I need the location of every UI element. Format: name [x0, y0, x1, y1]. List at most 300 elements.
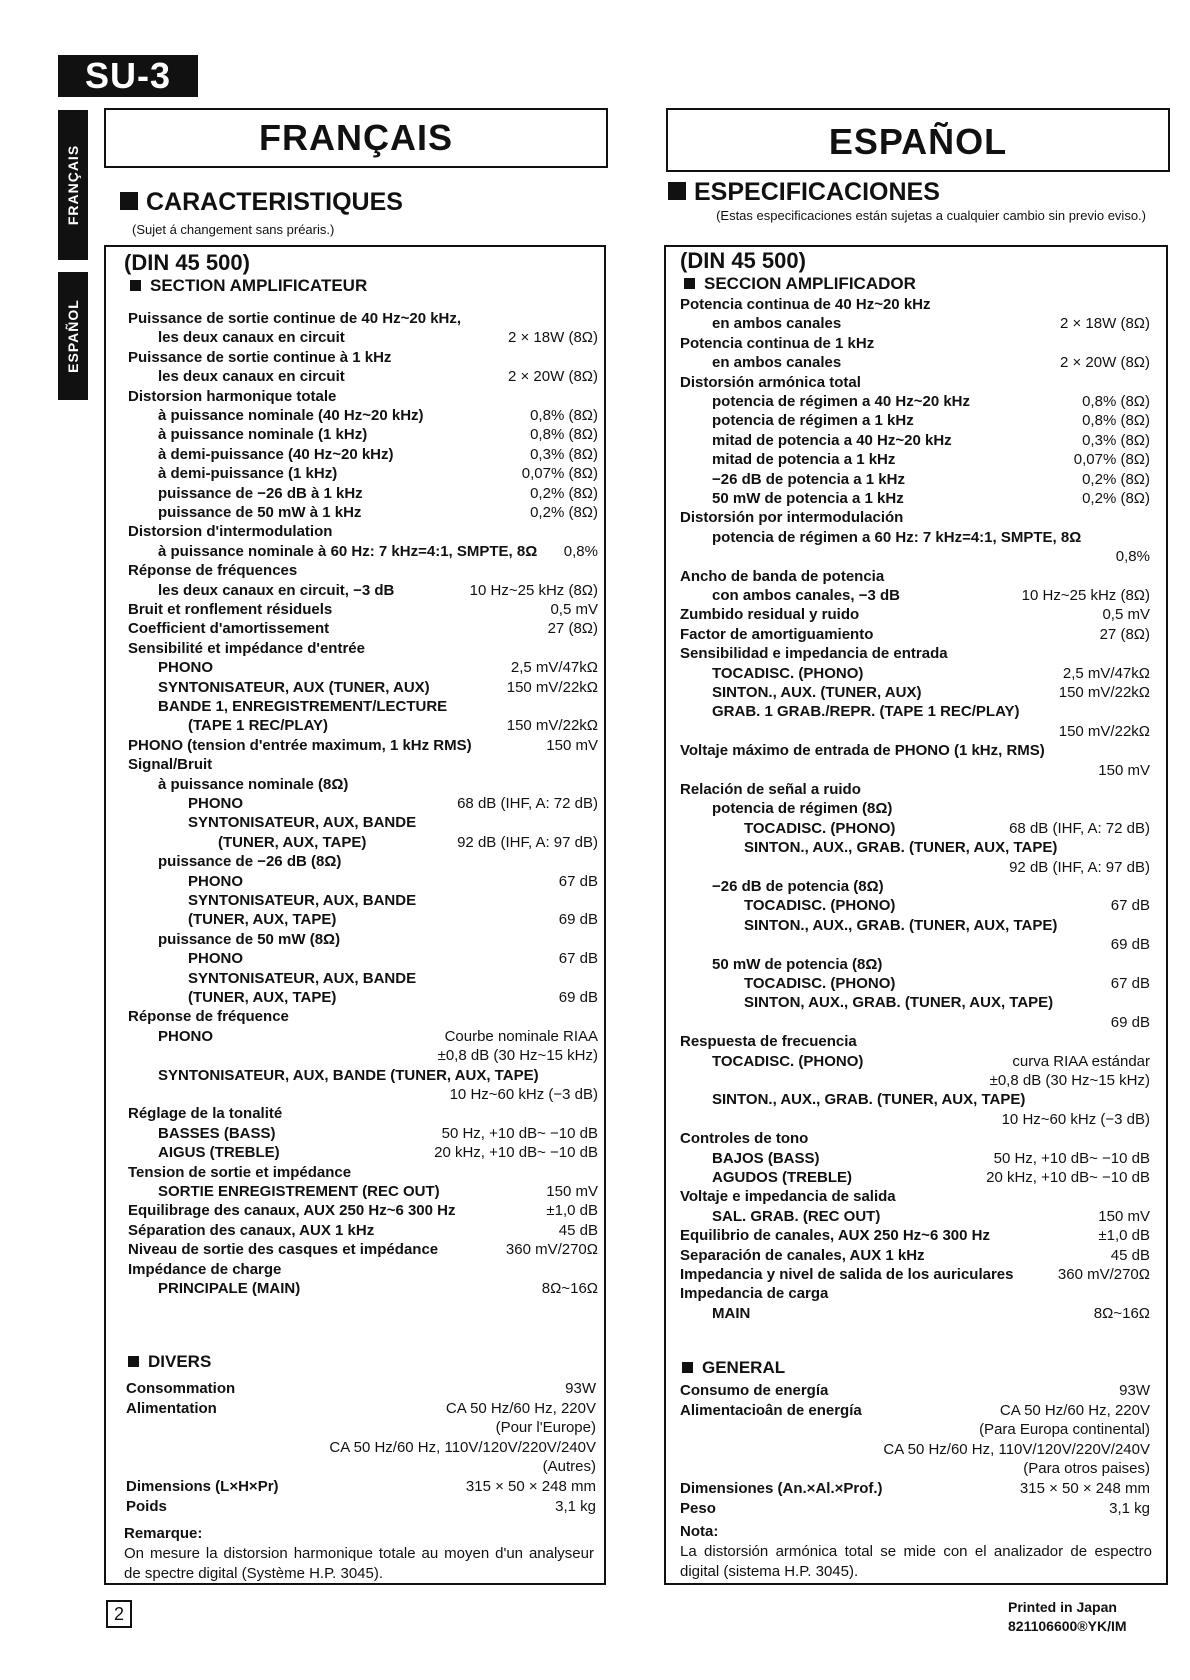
spec-label: SINTON., AUX. (TUNER, AUX) [712, 684, 922, 701]
french-heading-text: CARACTERISTIQUES [146, 188, 403, 216]
spec-value: 315 × 50 × 248 mm [465, 1478, 596, 1495]
spec-label: PHONO [158, 1027, 214, 1045]
spec-label: potencia de régimen (8Ω) [712, 800, 893, 818]
french-din: (DIN 45 500) [124, 250, 250, 275]
spec-label: Potencia continua de 40 Hz~20 kHz [680, 296, 931, 313]
spec-label: TOCADISC. (PHONO) [712, 1052, 864, 1070]
spec-value: 27 (8Ω) [547, 620, 598, 638]
spec-value: (Autres) [542, 1458, 596, 1476]
spec-value: 10 Hz~25 kHz (8Ω) [469, 581, 598, 599]
spec-value: (Para Europa continental) [979, 1421, 1150, 1439]
spec-label: SINTON., AUX., GRAB. (TUNER, AUX, TAPE) [744, 916, 1058, 934]
spec-value: 0,8% [1115, 548, 1150, 566]
spec-label: à puissance nominale (40 Hz~20 kHz) [158, 407, 424, 424]
spec-row [128, 388, 598, 406]
spec-row [128, 1261, 598, 1279]
spec-value: 0,07% (8Ω) [521, 465, 598, 483]
spec-value: 92 dB (IHF, A: 97 dB) [457, 833, 598, 851]
spec-value: 67 dB [1110, 975, 1150, 992]
spec-label: Distorsion harmonique totale [128, 387, 337, 405]
spec-row [128, 1144, 598, 1162]
spec-label: Puissance de sortie continue de 40 Hz~20 kHz, [128, 310, 462, 327]
spec-value: ±1,0 dB [1098, 1227, 1150, 1245]
spec-label: Voltaje máximo de entrada de PHONO (1 kHz, RMS) [680, 742, 1045, 760]
spec-label: Zumbido residual y ruido [680, 606, 860, 624]
spec-label: TOCADISC. (PHONO) [744, 897, 896, 915]
spec-value: 8Ω~16Ω [541, 1280, 598, 1297]
spec-label: Equilibrio de canales, AUX 250 Hz~6 300 Hz [680, 1227, 990, 1245]
spec-row [680, 374, 1150, 392]
spec-value: 0,3% (8Ω) [1082, 431, 1150, 449]
french-heading [120, 188, 403, 217]
spec-row [680, 606, 1150, 624]
spec-row [128, 853, 598, 871]
spec-label: Séparation des canaux, AUX 1 kHz [128, 1221, 375, 1239]
spec-row [680, 897, 1150, 915]
spec-label: puissance de 50 mW (8Ω) [158, 930, 341, 948]
spec-label: Niveau de sortie des casques et impédance [128, 1241, 439, 1259]
spec-label: PHONO (tension d'entrée maximum, 1 kHz RMS) [128, 736, 472, 754]
spec-label: Distorsión por intermodulación [680, 509, 904, 527]
spec-value: 45 dB [1110, 1246, 1150, 1264]
spec-row [128, 329, 598, 347]
footer-line-1: Printed in Japan [1008, 1599, 1117, 1615]
french-title: FRANÇAIS [104, 108, 608, 168]
spec-label: potencia de régimen a 1 kHz [712, 412, 914, 430]
spec-label: à puissance nominale à 60 Hz: 7 kHz=4:1, SMPTE, 8Ω [158, 542, 538, 560]
spec-row [126, 1400, 596, 1418]
spec-value: 0,8% (8Ω) [1082, 412, 1150, 430]
french-section-amp [130, 276, 367, 296]
spec-row [680, 1014, 1150, 1032]
spec-label: Distorsion d'intermodulation [128, 523, 333, 541]
spec-row [680, 917, 1150, 935]
model-badge: SU-3 [58, 55, 198, 97]
spec-label: Relación de señal a ruido [680, 781, 861, 798]
spec-label: SINTON, AUX., GRAB. (TUNER, AUX, TAPE) [744, 994, 1054, 1012]
french-remark-title: Remarque: [124, 1525, 203, 1542]
spec-label: Equilibrage des canaux, AUX 250 Hz~6 300 Hz [128, 1202, 456, 1220]
spec-label: TOCADISC. (PHONO) [744, 975, 896, 992]
spec-label: Voltaje e impedancia de salida [680, 1188, 896, 1206]
spec-value: 67 dB [558, 950, 598, 968]
spec-row [680, 1053, 1150, 1071]
spec-value: 150 mV [546, 736, 598, 754]
spec-row [128, 1222, 598, 1240]
spec-value: 69 dB [1110, 1013, 1150, 1031]
spec-row [128, 756, 598, 774]
spec-label: Controles de tono [680, 1130, 809, 1148]
spec-row [680, 781, 1150, 799]
spec-row [680, 800, 1150, 818]
spec-row [680, 1150, 1150, 1168]
spec-row [680, 587, 1150, 605]
spec-value: 10 Hz~60 kHz (−3 dB) [449, 1086, 598, 1103]
spec-label: Réponse de fréquences [128, 562, 298, 580]
spec-row [128, 698, 598, 716]
spec-value: 27 (8Ω) [1099, 625, 1150, 643]
spec-row [128, 970, 598, 988]
spec-row [128, 1183, 598, 1201]
spec-label: Bruit et ronflement résiduels [128, 601, 333, 618]
spec-label: TOCADISC. (PHONO) [712, 664, 864, 682]
spanish-section-general-label: GENERAL [702, 1358, 786, 1377]
spec-label: SYNTONISATEUR, AUX, BANDE (TUNER, AUX, TAPE) [158, 1066, 539, 1084]
spec-value: 3,1 kg [555, 1497, 596, 1515]
spec-label: Consommation [126, 1380, 236, 1397]
spec-value: 2 × 18W (8Ω) [1060, 315, 1150, 333]
spec-value: 315 × 50 × 248 mm [1019, 1480, 1150, 1497]
spec-value: curva RIAA estándar [1012, 1052, 1150, 1070]
spec-label: PHONO [188, 950, 244, 968]
spanish-note: (Estas especificaciones están sujetas a cualquier cambio sin previo eviso.) [716, 208, 1146, 223]
spec-row [680, 1169, 1150, 1187]
spec-row [680, 1266, 1150, 1284]
spec-label: Puissance de sortie continue à 1 kHz [128, 348, 392, 366]
square-bullet-icon [682, 1362, 693, 1373]
spanish-heading-text: ESPECIFICACIONES [694, 178, 940, 206]
spec-row [128, 446, 598, 464]
spec-row [680, 1072, 1150, 1090]
footer-line-2: 821106600®YK/IM [1008, 1618, 1127, 1634]
spec-value: 50 Hz, +10 dB~ −10 dB [441, 1124, 598, 1142]
spec-row [680, 1247, 1150, 1265]
spec-label: −26 dB de potencia a 1 kHz [712, 470, 905, 488]
spec-value: CA 50 Hz/60 Hz, 220V [445, 1399, 596, 1417]
spec-row [680, 354, 1150, 372]
french-section-divers-label: DIVERS [148, 1352, 212, 1371]
spec-value: 0,8% [563, 542, 598, 560]
spec-value: 150 mV [1098, 1207, 1150, 1225]
square-bullet-icon [668, 182, 686, 200]
spec-value: 20 kHz, +10 dB~ −10 dB [434, 1144, 598, 1162]
spec-row [680, 878, 1150, 896]
french-remark-text: On mesure la distorsion harmonique totale au moyen d'un analyseur de spectre digital (Système H.P. 3045). [124, 1545, 594, 1582]
spec-row [680, 665, 1150, 683]
spec-label: SAL. GRAB. (REC OUT) [712, 1207, 881, 1225]
spec-label: Dimensiones (An.×Al.×Prof.) [680, 1480, 883, 1497]
spec-row [128, 950, 598, 968]
square-bullet-icon [130, 280, 141, 291]
spec-value: 0,8% (8Ω) [530, 407, 598, 424]
spec-row [128, 679, 598, 697]
spec-label: PHONO [188, 872, 244, 890]
spec-label: AGUDOS (TREBLE) [712, 1169, 852, 1186]
spec-row [128, 814, 598, 832]
spec-label: puissance de 50 mW à 1 kHz [158, 504, 362, 521]
spec-row [680, 723, 1150, 741]
spec-value: 150 mV/22kΩ [506, 717, 598, 735]
spec-value: 150 mV [546, 1183, 598, 1200]
spec-label: à puissance nominale (1 kHz) [158, 426, 368, 444]
spec-row [126, 1458, 596, 1476]
spec-value: (Pour l'Europe) [495, 1419, 596, 1437]
square-bullet-icon [128, 1356, 139, 1367]
spec-row [128, 873, 598, 891]
spec-label: SINTON., AUX., GRAB. (TUNER, AUX, TAPE) [712, 1091, 1026, 1109]
spec-label: mitad de potencia a 40 Hz~20 kHz [712, 431, 952, 449]
spec-value: 0,8% (8Ω) [1082, 393, 1150, 410]
spec-row [126, 1498, 596, 1516]
spec-label: Consumo de energía [680, 1382, 829, 1399]
spec-label: AIGUS (TREBLE) [158, 1144, 280, 1162]
spec-label: SYNTONISATEUR, AUX, BANDE [188, 969, 417, 987]
spec-value: 150 mV [1098, 761, 1150, 779]
spec-label: mitad de potencia a 1 kHz [712, 451, 896, 469]
spec-label: Dimensions (L×H×Pr) [126, 1478, 279, 1495]
spec-row [680, 548, 1150, 566]
spec-row [128, 1047, 598, 1065]
spec-value: 68 dB (IHF, A: 72 dB) [1009, 819, 1150, 837]
spec-label: SINTON., AUX., GRAB. (TUNER, AUX, TAPE) [744, 839, 1058, 857]
spec-value: 20 kHz, +10 dB~ −10 dB [986, 1169, 1150, 1186]
spec-value: 69 dB [558, 911, 598, 929]
spec-row [680, 1441, 1150, 1459]
spec-row [680, 412, 1150, 430]
spec-label: à puissance nominale (8Ω) [158, 775, 349, 793]
spec-row [680, 684, 1150, 702]
spec-value: 0,8% (8Ω) [530, 426, 598, 444]
spec-row [680, 1227, 1150, 1245]
spec-label: con ambos canales, −3 dB [712, 587, 900, 604]
spec-row [680, 626, 1150, 644]
spanish-title: ESPAÑOL [666, 108, 1170, 172]
square-bullet-icon [684, 278, 695, 289]
spec-value: 150 mV/22kΩ [506, 678, 598, 696]
side-tab-espanol [58, 272, 88, 400]
spec-row [680, 1460, 1150, 1478]
spec-row [680, 1500, 1150, 1518]
spec-label: Impédance de charge [128, 1260, 282, 1278]
spec-label: les deux canaux en circuit [158, 329, 345, 347]
spec-row [128, 931, 598, 949]
spec-label: 50 mW de potencia (8Ω) [712, 955, 883, 973]
spec-row [680, 471, 1150, 489]
spec-label: à demi-puissance (1 kHz) [158, 465, 338, 483]
spec-value: 0,5 mV [550, 601, 598, 618]
spec-row [128, 562, 598, 580]
square-bullet-icon [120, 192, 138, 210]
spec-value: 0,2% (8Ω) [530, 484, 598, 502]
spec-value: 0,5 mV [1102, 606, 1150, 624]
spec-row [128, 640, 598, 658]
spec-row [128, 349, 598, 367]
spec-row [680, 1111, 1150, 1129]
french-section-divers [128, 1352, 211, 1372]
spec-value: 3,1 kg [1109, 1499, 1150, 1517]
spec-label: Sensibilidad e impedancia de entrada [680, 645, 948, 663]
spanish-remark-text: La distorsión armónica total se mide con el analizador de espectro digital (sistema H.P. 3045). [680, 1543, 1152, 1580]
spec-row [128, 426, 598, 444]
spec-row [680, 762, 1150, 780]
spec-label: (TUNER, AUX, TAPE) [188, 989, 337, 1006]
spec-label: Signal/Bruit [128, 756, 213, 774]
spec-label: SORTIE ENREGISTREMENT (REC OUT) [158, 1183, 440, 1200]
spec-row [680, 568, 1150, 586]
spec-label: SYNTONISATEUR, AUX, BANDE [188, 814, 417, 832]
spec-label: Sensibilité et impédance d'entrée [128, 639, 365, 657]
spec-row [680, 1208, 1150, 1226]
spec-label: (TUNER, AUX, TAPE) [188, 911, 337, 929]
spec-label: Factor de amortiguamiento [680, 625, 874, 643]
spec-value: 50 Hz, +10 dB~ −10 dB [993, 1149, 1150, 1167]
spec-row [680, 839, 1150, 857]
spec-row [128, 504, 598, 522]
spec-row [126, 1478, 596, 1496]
spec-value: CA 50 Hz/60 Hz, 110V/120V/220V/240V [883, 1440, 1150, 1458]
spec-label: Impedancia y nivel de salida de los auriculares [680, 1266, 1014, 1283]
spec-value: 93W [1119, 1382, 1150, 1399]
spec-row [680, 393, 1150, 411]
spec-row [128, 543, 598, 561]
spec-row [680, 820, 1150, 838]
spec-row [128, 737, 598, 755]
spec-row [680, 1033, 1150, 1051]
spanish-heading [668, 178, 940, 207]
spec-label: les deux canaux en circuit, −3 dB [158, 581, 395, 599]
spec-value: 2,5 mV/47kΩ [510, 659, 598, 677]
spec-row [680, 742, 1150, 760]
spec-label: Alimentacioân de energía [680, 1401, 862, 1419]
spec-value: ±1,0 dB [546, 1202, 598, 1220]
spec-label: Impedancia de carga [680, 1285, 829, 1303]
spec-row [128, 834, 598, 852]
side-tab-label: FRANÇAIS [65, 144, 81, 226]
spec-row [126, 1439, 596, 1457]
spec-row [680, 936, 1150, 954]
spec-row [680, 509, 1150, 527]
spec-label: puissance de −26 dB à 1 kHz [158, 484, 363, 502]
spec-row [128, 1125, 598, 1143]
spec-value: CA 50 Hz/60 Hz, 220V [999, 1401, 1150, 1419]
spec-row [126, 1419, 596, 1437]
spec-row [680, 335, 1150, 353]
spec-label: Réponse de fréquence [128, 1008, 289, 1026]
spec-label: potencia de régimen a 40 Hz~20 kHz [712, 393, 971, 410]
spec-row [680, 645, 1150, 663]
spec-label: Distorsión armónica total [680, 373, 861, 391]
spec-row [680, 1480, 1150, 1498]
spec-row [680, 859, 1150, 877]
spec-label: les deux canaux en circuit [158, 368, 345, 386]
spec-value: Courbe nominale RIAA [444, 1027, 598, 1045]
french-note: (Sujet á changement sans préaris.) [132, 222, 335, 237]
spec-row [128, 1028, 598, 1046]
spec-label: Potencia continua de 1 kHz [680, 334, 875, 352]
spec-value: 0,2% (8Ω) [1082, 470, 1150, 488]
spec-row [128, 310, 598, 328]
side-tab-label: ESPAÑOL [65, 299, 81, 373]
footer-print-info [1008, 1598, 1127, 1636]
spec-row [680, 1285, 1150, 1303]
spec-value: (Para otros paises) [1023, 1460, 1150, 1478]
spec-label: Poids [126, 1497, 167, 1515]
spec-row [128, 892, 598, 910]
spec-label: PHONO [158, 659, 214, 677]
spec-label: en ambos canales [712, 315, 842, 333]
french-remark [124, 1524, 594, 1584]
spec-label: PRINCIPALE (MAIN) [158, 1280, 301, 1297]
spec-value: 0,3% (8Ω) [530, 445, 598, 463]
spec-label: (TUNER, AUX, TAPE) [218, 833, 367, 851]
spec-row [128, 911, 598, 929]
spec-label: SYNTONISATEUR, AUX (TUNER, AUX) [158, 678, 430, 696]
spanish-din: (DIN 45 500) [680, 248, 806, 273]
spec-label: BANDE 1, ENREGISTREMENT/LECTURE [158, 698, 448, 715]
spec-label: en ambos canales [712, 354, 842, 372]
spec-row [128, 1008, 598, 1026]
spec-label: BAJOS (BASS) [712, 1149, 820, 1167]
spec-label: à demi-puissance (40 Hz~20 kHz) [158, 445, 394, 463]
spec-row [680, 1091, 1150, 1109]
spec-label: BASSES (BASS) [158, 1124, 276, 1142]
spec-value: 2 × 20W (8Ω) [508, 368, 598, 386]
spec-row [128, 485, 598, 503]
spec-label: Réglage de la tonalité [128, 1105, 283, 1123]
spec-label: GRAB. 1 GRAB./REPR. (TAPE 1 REC/PLAY) [712, 703, 1020, 721]
spec-value: 0,07% (8Ω) [1073, 451, 1150, 469]
spec-row [128, 1280, 598, 1298]
spec-value: 69 dB [1110, 936, 1150, 954]
spec-row [680, 432, 1150, 450]
spec-row [128, 1164, 598, 1182]
spec-row [128, 601, 598, 619]
spec-label: potencia de régimen a 60 Hz: 7 kHz=4:1, SMPTE, 8Ω [712, 528, 1082, 546]
spec-value: 10 Hz~25 kHz (8Ω) [1021, 587, 1150, 604]
page-number: 2 [106, 1600, 132, 1628]
spec-value: 45 dB [558, 1221, 598, 1239]
spec-label: PHONO [188, 795, 244, 812]
spec-label: Coefficient d'amortissement [128, 620, 330, 638]
spec-value: 0,2% (8Ω) [530, 504, 598, 521]
spec-value: 150 mV/22kΩ [1058, 684, 1150, 701]
spec-value: 10 Hz~60 kHz (−3 dB) [1001, 1110, 1150, 1128]
spec-row [128, 582, 598, 600]
spec-value: 0,2% (8Ω) [1082, 490, 1150, 507]
spanish-section-amp-label: SECCION AMPLIFICADOR [704, 274, 916, 293]
spec-row [128, 795, 598, 813]
spec-label: Respuesta de frecuencia [680, 1033, 857, 1051]
spec-row [680, 1188, 1150, 1206]
spec-value: 2 × 20W (8Ω) [1060, 354, 1150, 372]
spec-row [680, 1305, 1150, 1323]
spec-value: 92 dB (IHF, A: 97 dB) [1009, 858, 1150, 876]
spec-row [128, 465, 598, 483]
spec-row [680, 490, 1150, 508]
spec-row [128, 368, 598, 386]
spec-value: 360 mV/270Ω [505, 1241, 598, 1259]
spanish-section-general [682, 1358, 785, 1378]
spanish-remark [680, 1522, 1152, 1582]
spec-row [680, 451, 1150, 469]
spec-row [680, 703, 1150, 721]
spec-row [128, 1067, 598, 1085]
spec-row [680, 956, 1150, 974]
spec-label: TOCADISC. (PHONO) [744, 819, 896, 837]
french-section-amp-label: SECTION AMPLIFICATEUR [150, 276, 368, 295]
spec-value: ±0,8 dB (30 Hz~15 kHz) [989, 1072, 1150, 1089]
spec-row [128, 989, 598, 1007]
spec-row [680, 315, 1150, 333]
spec-value: CA 50 Hz/60 Hz, 110V/120V/220V/240V [329, 1438, 596, 1456]
spanish-section-amp [684, 274, 916, 294]
spec-value: 150 mV/22kΩ [1058, 722, 1150, 740]
spec-value: ±0,8 dB (30 Hz~15 kHz) [437, 1047, 598, 1065]
spec-value: 69 dB [558, 989, 598, 1006]
spec-value: 67 dB [1110, 897, 1150, 915]
spec-value: 67 dB [558, 872, 598, 890]
spec-row [128, 1086, 598, 1104]
